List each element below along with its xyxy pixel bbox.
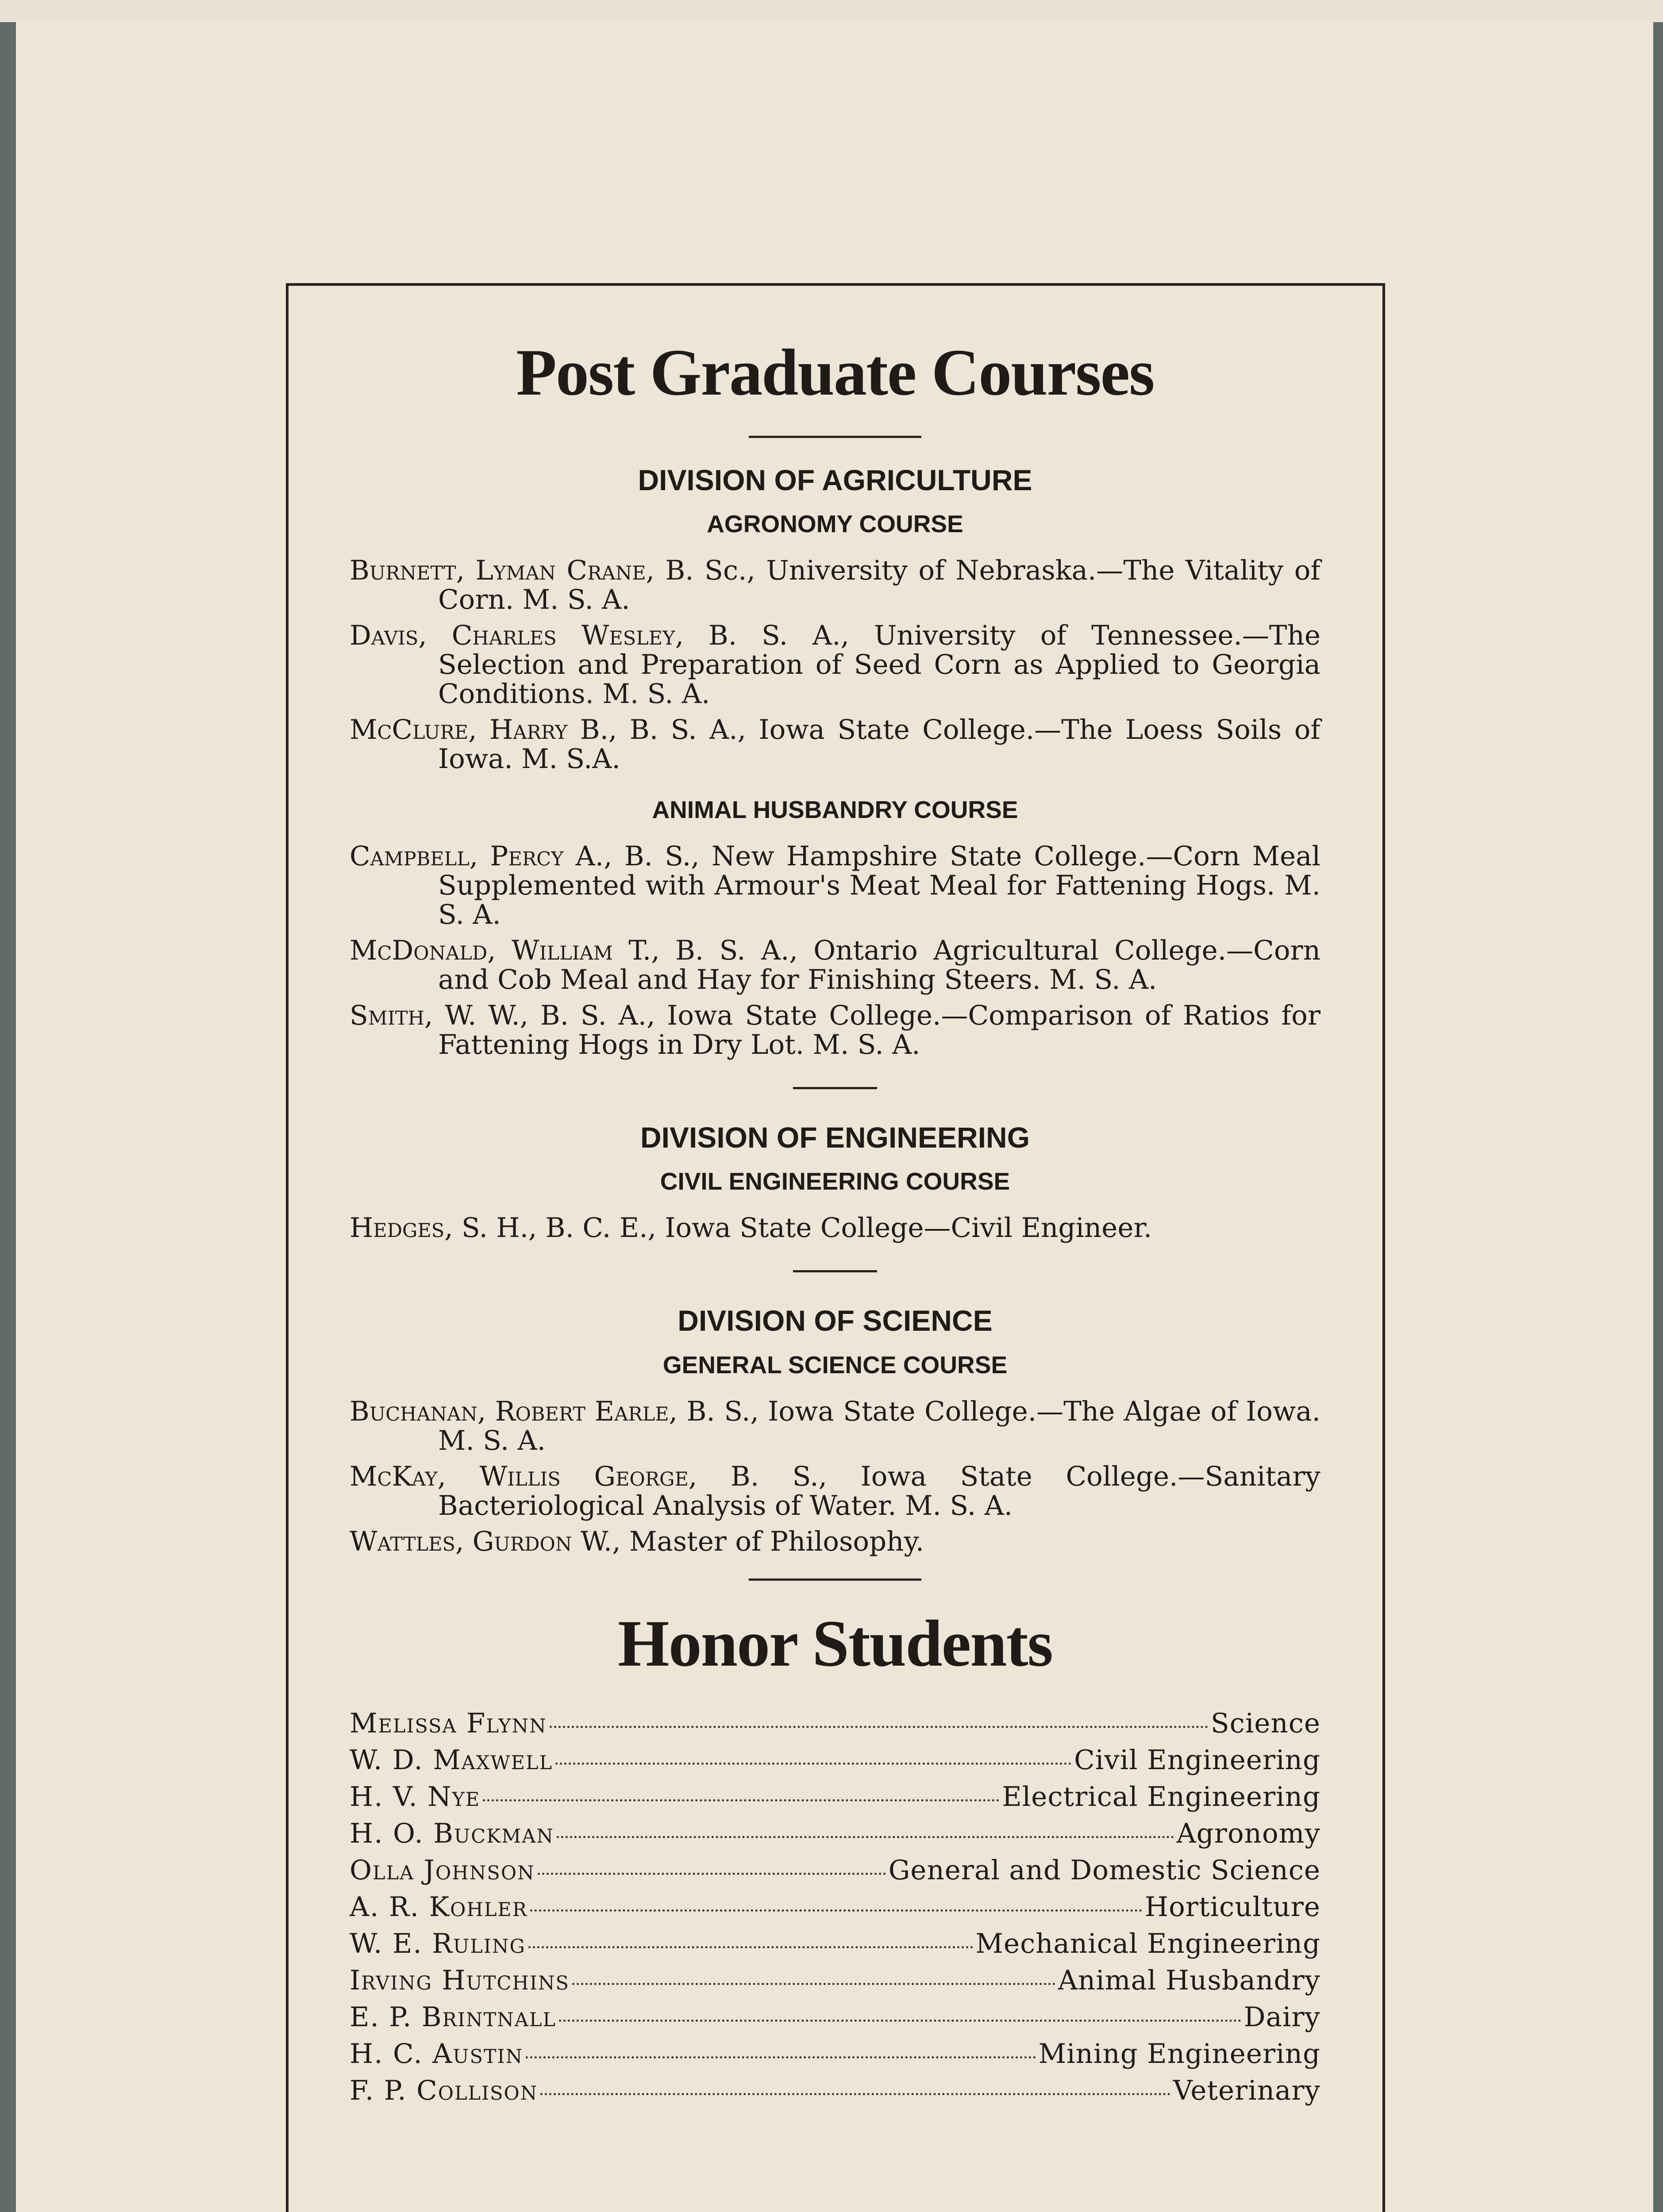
entry-text: B. S. A., Ontario Agricultural College.—Corn and Cob Meal and Hay for Finishing Steers. M. S. A. — [438, 935, 1320, 996]
honor-row — [350, 1778, 1320, 1815]
honor-field: Veterinary — [1173, 2074, 1320, 2106]
honor-field: Dairy — [1243, 2001, 1320, 2033]
division-heading: DIVISION OF AGRICULTURE — [638, 464, 1032, 496]
course-heading: CIVIL ENGINEERING COURSE — [660, 1167, 1010, 1195]
section-rule — [749, 1578, 921, 1581]
course-heading: GENERAL SCIENCE COURSE — [662, 1351, 1008, 1379]
honor-row — [350, 1705, 1320, 1742]
entry-name: Burnett, Lyman Crane, — [350, 555, 655, 587]
dot-leader — [538, 1873, 886, 1875]
entry — [350, 1001, 1320, 1060]
honor-students — [350, 1607, 1320, 2109]
honor-row — [350, 1889, 1320, 1925]
entry — [350, 715, 1320, 774]
entry — [350, 936, 1320, 995]
entry-text: B. S. A., Iowa State College.—The Loess Soils of Iowa. M. S.A. — [438, 714, 1320, 775]
honor-name: H. V. Nye — [350, 1781, 481, 1813]
honor-students-title: Honor Students — [617, 1606, 1052, 1680]
section-rule — [793, 1087, 877, 1089]
honor-name: A. R. Kohler — [350, 1891, 528, 1923]
course-heading: ANIMAL HUSBANDRY COURSE — [652, 796, 1018, 824]
honor-list — [350, 1705, 1320, 2109]
honor-field: General and Domestic Science — [888, 1854, 1320, 1886]
honor-row — [350, 1962, 1320, 1999]
page-content — [350, 336, 1320, 2109]
entry — [350, 1214, 1320, 1243]
honor-row — [350, 1999, 1320, 2035]
honor-row — [350, 1742, 1320, 1778]
honor-field: Mining Engineering — [1038, 2038, 1320, 2070]
entry-text: B. S. A., University of Tennessee.—The Selection and Preparation of Seed Corn as Applied to Georgia Conditions. M. S. A. — [438, 620, 1320, 710]
entry — [350, 556, 1320, 614]
entry-name: McClure, Harry B., — [350, 714, 617, 746]
entry-list — [350, 842, 1320, 1060]
honor-row — [350, 1815, 1320, 1852]
division-heading: DIVISION OF SCIENCE — [678, 1304, 993, 1337]
honor-row — [350, 1925, 1320, 1962]
dot-leader — [572, 1983, 1055, 1985]
honor-field: Electrical Engineering — [1002, 1781, 1320, 1813]
entry-text: B. S., New Hampshire State College.—Corn Meal Supplemented with Armour's Meat Meal for Fattening Hogs. M. S. A. — [438, 841, 1320, 931]
honor-field: Civil Engineering — [1074, 1744, 1320, 1776]
honor-name: Melissa Flynn — [350, 1707, 547, 1739]
honor-field: Science — [1210, 1707, 1320, 1739]
dot-leader — [530, 1909, 1142, 1912]
entry — [350, 842, 1320, 929]
entry-list — [350, 556, 1320, 774]
honor-name: Olla Johnson — [350, 1854, 535, 1886]
entry-text: B. C. E., Iowa State College—Civil Engineer. — [537, 1212, 1152, 1244]
dot-leader — [540, 2093, 1170, 2095]
honor-row — [350, 2035, 1320, 2072]
entry-text: B. S., Iowa State College.—Sanitary Bacteriological Analysis of Water. M. S. A. — [438, 1460, 1320, 1521]
entry-name: McDonald, William T., — [350, 935, 660, 967]
entry-text: B. Sc., University of Nebraska.—The Vitality of Corn. M. S. A. — [438, 555, 1320, 616]
section-rule — [793, 1270, 877, 1272]
honor-field: Mechanical Engineering — [975, 1928, 1320, 1959]
dot-leader — [559, 2020, 1241, 2022]
entry-name: Hedges, S. H., — [350, 1212, 537, 1244]
entry — [350, 1462, 1320, 1521]
dot-leader — [555, 1763, 1071, 1765]
honor-field: Horticulture — [1144, 1891, 1320, 1923]
entry-name: McKay, Willis George, — [350, 1460, 697, 1492]
honor-name: E. P. Brintnall — [350, 2001, 557, 2033]
title-rule — [749, 436, 921, 438]
entry-list — [350, 1397, 1320, 1556]
honor-row — [350, 2072, 1320, 2109]
honor-name: H. O. Buckman — [350, 1817, 554, 1849]
division-agriculture — [350, 463, 1320, 1060]
dot-leader — [528, 1946, 973, 1948]
dot-leader — [483, 1799, 999, 1801]
honor-name: H. C. Austin — [350, 2038, 524, 2070]
entry — [350, 1397, 1320, 1455]
honor-name: W. E. Ruling — [350, 1928, 526, 1959]
dot-leader — [557, 1836, 1174, 1838]
page-top-edge — [0, 0, 1663, 22]
division-science — [350, 1303, 1320, 1556]
entry — [350, 1527, 1320, 1556]
dot-leader — [526, 2056, 1036, 2058]
dot-leader — [550, 1726, 1208, 1728]
entry-name: Smith, W. W., — [350, 1000, 529, 1032]
entry-name: Wattles, Gurdon W., — [350, 1525, 621, 1557]
course-heading: AGRONOMY COURSE — [707, 510, 963, 538]
entry — [350, 621, 1320, 709]
post-graduate-title: Post Graduate Courses — [516, 336, 1154, 409]
entry-name: Davis, Charles Wesley, — [350, 620, 684, 652]
division-engineering — [350, 1120, 1320, 1243]
honor-field: Agronomy — [1176, 1817, 1320, 1849]
honor-name: Irving Hutchins — [350, 1964, 570, 1996]
honor-name: F. P. Collison — [350, 2074, 538, 2106]
entry-name: Buchanan, Robert Earle, — [350, 1395, 678, 1427]
entry-text: B. S., Iowa State College.—The Algae of Iowa. M. S. A. — [438, 1395, 1320, 1456]
entry-list — [350, 1214, 1320, 1243]
entry-text: Master of Philosophy. — [620, 1525, 924, 1557]
honor-field: Animal Husbandry — [1058, 1964, 1320, 1996]
entry-name: Campbell, Percy A., — [350, 841, 612, 872]
honor-row — [350, 1852, 1320, 1889]
division-heading: DIVISION OF ENGINEERING — [640, 1121, 1030, 1154]
honor-name: W. D. Maxwell — [350, 1744, 553, 1776]
entry-text: B. S. A., Iowa State College.—Comparison of Ratios for Fattening Hogs in Dry Lot. M. S. A. — [438, 1000, 1320, 1061]
